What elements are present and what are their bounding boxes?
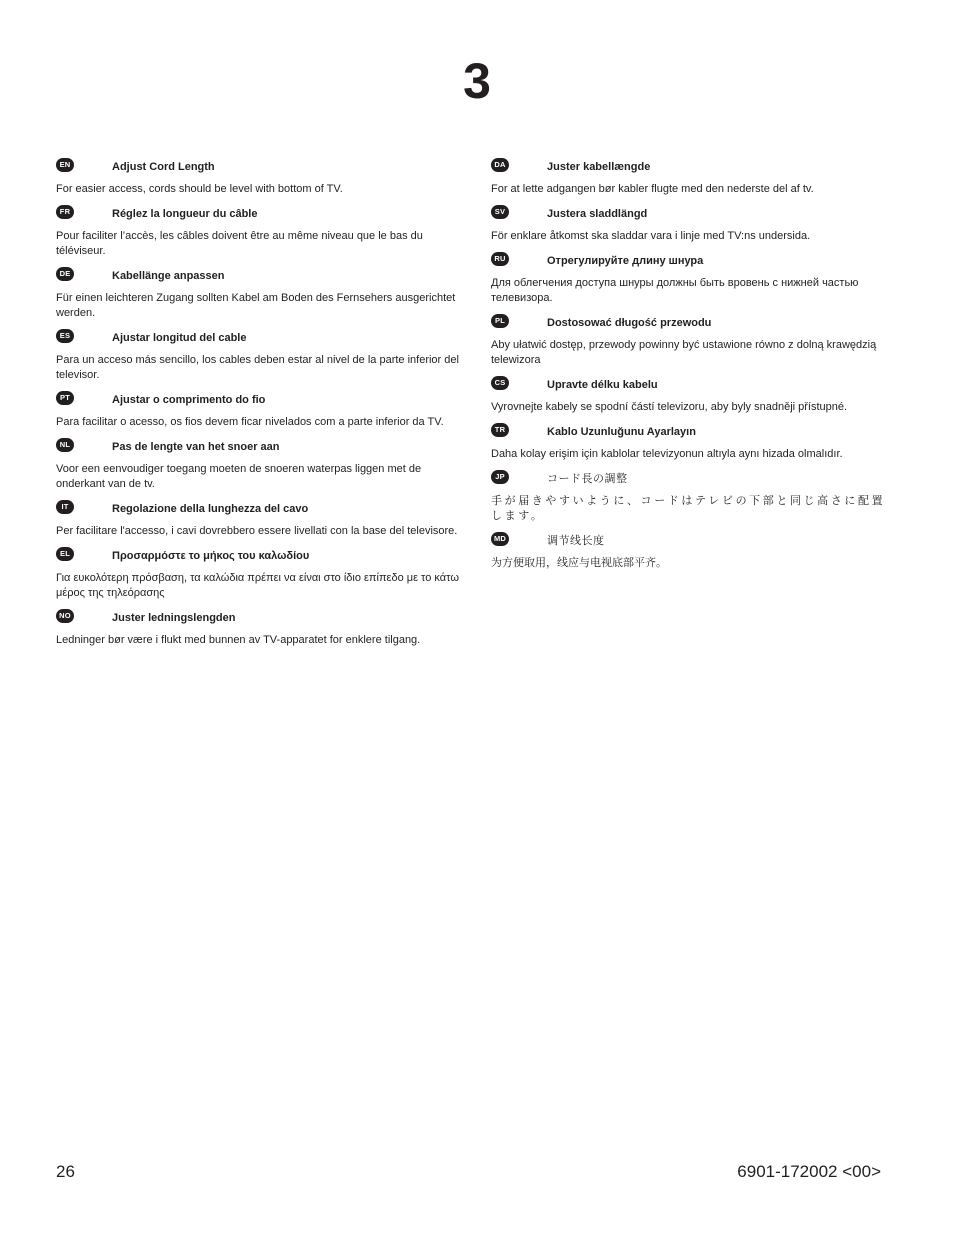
entry-title: コード長の調整: [547, 473, 628, 485]
entry-da: [491, 158, 891, 197]
entry-title: Отрегулируйте длину шнура: [547, 255, 704, 267]
language-badge-en: EN: [56, 158, 74, 172]
entry-body: För enklare åtkomst ska sladdar vara i linje med TV:ns undersida.: [491, 230, 811, 242]
language-badge-sv: SV: [491, 205, 509, 219]
entry-body: Para facilitar o acesso, os fios devem ficar nivelados com a parte inferior da TV.: [56, 416, 444, 428]
entry-body: Aby ułatwić dostęp, przewody powinny być ustawione równo z dolną krawędzią telewizora: [491, 339, 877, 366]
language-badge-fr: FR: [56, 205, 74, 219]
entry-el: [56, 547, 468, 601]
entry-title: Προσαρμόστε το μήκος του καλωδίου: [112, 550, 310, 562]
language-badge-el: EL: [56, 547, 74, 561]
entry-title: Réglez la longueur du câble: [112, 208, 258, 220]
entry-title: Ajustar o comprimento do fio: [112, 394, 266, 406]
right-column: [491, 158, 891, 579]
entry-en: [56, 158, 468, 197]
entry-title: Adjust Cord Length: [112, 161, 215, 173]
entry-ru: [491, 252, 891, 306]
entry-it: [56, 500, 468, 539]
entry-pt: [56, 391, 468, 430]
language-badge-pl: PL: [491, 314, 509, 328]
language-badge-da: DA: [491, 158, 509, 172]
entry-title: Pas de lengte van het snoer aan: [112, 441, 280, 453]
entry-sv: [491, 205, 891, 244]
language-badge-no: NO: [56, 609, 74, 623]
entry-fr: [56, 205, 468, 259]
entry-title: Ajustar longitud del cable: [112, 332, 247, 344]
entry-body: Ledninger bør være i flukt med bunnen av TV-apparatet for enklere tilgang.: [56, 634, 421, 646]
language-badge-cs: CS: [491, 376, 509, 390]
language-badge-nl: NL: [56, 438, 74, 452]
entry-body: For easier access, cords should be level with bottom of TV.: [56, 183, 343, 195]
entry-body: 手が届きやすいように、コードはテレビの下部と同じ高さに配置します。: [491, 495, 886, 522]
entry-no: [56, 609, 468, 648]
language-badge-de: DE: [56, 267, 74, 281]
entry-pl: [491, 314, 891, 368]
entry-body: Voor een eenvoudiger toegang moeten de snoeren waterpas liggen met de onderkant van de tv.: [56, 463, 422, 490]
entry-body: Daha kolay erişim için kablolar televizyonun altıyla aynı hizada olmalıdır.: [491, 448, 843, 460]
entry-es: [56, 329, 468, 383]
entry-body: Per facilitare l'accesso, i cavi dovrebbero essere livellati con la base del televisore.: [56, 525, 458, 537]
entry-title: Kabellänge anpassen: [112, 270, 225, 282]
document-code: 6901-172002 <00>: [737, 1162, 881, 1181]
entry-body: Para un acceso más sencillo, los cables deben estar al nivel de la parte inferior del televisor.: [56, 354, 459, 381]
left-column: [56, 158, 468, 656]
language-badge-ru: RU: [491, 252, 509, 266]
entry-cs: [491, 376, 891, 415]
entry-body: Για ευκολότερη πρόσβαση, τα καλώδια πρέπει να είναι στο ίδιο επίπεδο με το κάτω μέρος της τηλεόρασης: [56, 572, 459, 599]
entry-tr: [491, 423, 891, 462]
entry-body: Vyrovnejte kabely se spodní částí televizoru, aby byly snadněji přístupné.: [491, 401, 848, 413]
entry-body: Für einen leichteren Zugang sollten Kabel am Boden des Fernsehers ausgerichtet werden.: [56, 292, 456, 319]
entry-title: Juster kabellængde: [547, 161, 651, 173]
entry-title: Kablo Uzunluğunu Ayarlayın: [547, 426, 696, 438]
entry-title: Justera sladdlängd: [547, 208, 648, 220]
entry-body: Для облегчения доступа шнуры должны быть вровень с нижней частью телевизора.: [491, 277, 859, 304]
language-badge-jp: JP: [491, 470, 509, 484]
entry-title: Upravte délku kabelu: [547, 379, 658, 391]
language-badge-pt: PT: [56, 391, 74, 405]
entry-body: For at lette adgangen bør kabler flugte med den nederste del af tv.: [491, 183, 814, 195]
language-badge-it: IT: [56, 500, 74, 514]
entry-body: Pour faciliter l’accès, les câbles doivent être au même niveau que le bas du téléviseur.: [56, 230, 423, 257]
step-number: 3: [463, 53, 491, 109]
language-badge-es: ES: [56, 329, 74, 343]
entry-title: Dostosować długość przewodu: [547, 317, 712, 329]
entry-title: Regolazione della lunghezza del cavo: [112, 503, 309, 515]
entry-nl: [56, 438, 468, 492]
entry-jp: [491, 470, 891, 524]
entry-body: 为方便取用，线应与电视底部平齐。: [491, 557, 667, 569]
entry-de: [56, 267, 468, 321]
language-badge-tr: TR: [491, 423, 509, 437]
entry-title: 调节线长度: [547, 535, 605, 547]
entry-title: Juster ledningslengden: [112, 612, 236, 624]
entry-md: [491, 532, 891, 571]
language-badge-md: MD: [491, 532, 509, 546]
page-number: 26: [56, 1162, 75, 1181]
